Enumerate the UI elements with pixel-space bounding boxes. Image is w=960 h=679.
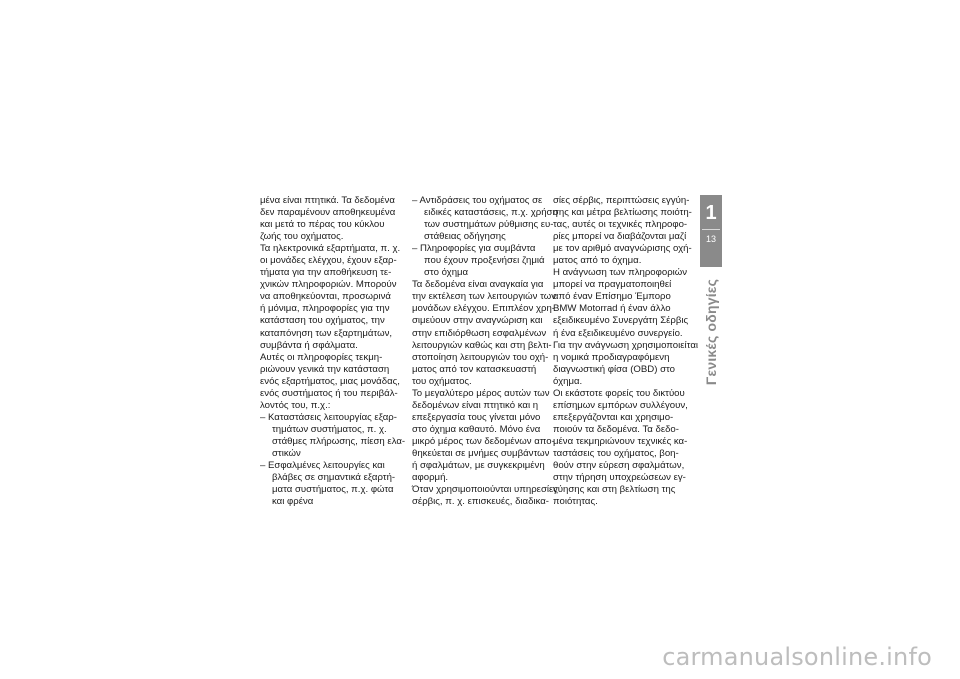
text-line: Οι εκάστοτε φορείς του δικτύου <box>553 387 685 399</box>
text-line: δεδομένων είναι πτητικό και η <box>412 399 539 411</box>
text-line: επίσημων εμπόρων συλλέγουν, <box>553 399 688 411</box>
text-line: αφορμή. <box>412 472 449 484</box>
text-line: ζωής του οχήματος. <box>260 231 344 243</box>
text-line: θηκεύεται σε μνήμες συμβάντων <box>412 447 550 459</box>
text-line: μένα τεκμηριώνουν τεχνικές κα- <box>553 435 688 447</box>
text-column-3 <box>553 195 698 508</box>
text-line: επεξεργάζονται και χρησιμο- <box>553 411 674 423</box>
text-line: συμβάντα ή σφάλματα. <box>260 339 358 351</box>
text-line: ματος από το όχημα. <box>553 255 642 267</box>
text-line: μονάδων ελέγχου. Επιπλέον χρη- <box>412 303 556 315</box>
text-line: δεν παραμένουν αποθηκευμένα <box>260 207 396 219</box>
text-line: Όταν χρησιμοποιούνται υπηρεσίες <box>412 484 558 496</box>
text-line: – Καταστάσεις λειτουργίας εξαρ- <box>260 411 397 423</box>
text-line: ή ένα εξειδικευμένο συνεργείο. <box>553 327 683 339</box>
text-line: χνικών πληροφοριών. Μπορούν <box>260 279 397 291</box>
text-line: ή σφαλμάτων, με συγκεκριμένη <box>412 460 545 472</box>
text-line: – Αντιδράσεις του οχήματος σε <box>412 195 543 206</box>
text-line: στην επιδιόρθωση εσφαλμένων <box>412 327 547 339</box>
text-line: ενός συστήματος ή του περιβάλ- <box>260 387 398 399</box>
text-line: τήματα για την αποθήκευση τε- <box>260 267 392 279</box>
text-line: – Πληροφορίες για συμβάντα <box>412 243 536 255</box>
text-line: την εκτέλεση των λειτουργιών των <box>412 291 557 303</box>
text-line: στην τήρηση υποχρεώσεων εγ- <box>553 472 686 484</box>
text-line: ποιούν τα δεδομένα. Τα δεδο- <box>553 423 679 435</box>
text-line: ταστάσεις του οχήματος, βοη- <box>553 447 679 459</box>
text-line: Η ανάγνωση των πληροφοριών <box>553 267 688 279</box>
text-line: ριώνουν γενικά την κατάσταση <box>260 363 390 375</box>
page-number: 13 <box>705 234 716 244</box>
text-line: στικών <box>272 447 301 459</box>
text-line: ποιότητας. <box>553 496 598 508</box>
text-line: ενός εξαρτήματος, μιας μονάδας, <box>260 375 400 387</box>
chapter-side-title <box>700 272 722 392</box>
text-line: βλάβες σε σημαντικά εξαρτή- <box>272 472 396 484</box>
text-line: των συστημάτων ρύθμισης ευ- <box>424 219 554 231</box>
text-line: Τα ηλεκτρονικά εξαρτήματα, π. χ. <box>260 243 401 255</box>
text-line: Το μεγαλύτερο μέρος αυτών των <box>412 387 550 399</box>
chapter-title-text: Γενικές οδηγίες <box>703 278 719 386</box>
text-line: μικρό μέρος των δεδομένων απο- <box>412 435 555 447</box>
text-line: θούν στην εύρεση σφαλμάτων, <box>553 460 685 472</box>
text-line: στάθειας οδήγησης <box>424 231 506 243</box>
text-line: Αυτές οι πληροφορίες τεκμη- <box>260 351 383 363</box>
text-line: μπορεί να πραγματοποιηθεί <box>553 279 672 291</box>
text-line: σιμεύουν στην αναγνώριση και <box>412 315 543 327</box>
text-line: σης και μέτρα βελτίωσης ποιότη- <box>553 207 692 219</box>
text-line: ματα συστήματος, π.χ. φώτα <box>272 484 394 496</box>
chapter-number: 1 <box>705 202 717 224</box>
text-line: ρίες μπορεί να διαβάζονται μαζί <box>553 231 687 243</box>
text-line: σίες σέρβις, περιπτώσεις εγγύη- <box>553 195 690 206</box>
text-line: Τα δεδομένα είναι αναγκαία για <box>412 279 544 291</box>
text-line: κατάσταση του οχήματος, την <box>260 315 385 327</box>
text-line: όχημα. <box>553 375 583 387</box>
text-line: τας, αυτές οι τεχνικές πληροφο- <box>553 219 688 231</box>
text-line: BMW Motorrad ή έναν άλλο <box>553 303 671 315</box>
text-column-2 <box>412 195 558 508</box>
text-line: Για την ανάγνωση χρησιμοποιείται <box>553 339 698 351</box>
text-line: να αποθηκεύονται, προσωρινά <box>260 291 391 303</box>
text-line: με τον αριθμό αναγνώρισης οχή- <box>553 243 692 255</box>
text-line: σέρβις, π. χ. επισκευές, διαδικα- <box>412 496 549 508</box>
text-line: ματος από τον κατασκευαστή <box>412 363 537 375</box>
text-line: ή μόνιμα, πληροφορίες για την <box>260 303 390 315</box>
text-line: καταπόνηση των εξαρτημάτων, <box>260 327 393 339</box>
text-line: και μετά το πέρας του κύκλου <box>260 219 385 231</box>
text-line: τημάτων συστήματος, π. χ. <box>272 423 387 435</box>
text-line: στο όχημα καθαυτό. Μόνο ένα <box>412 423 541 435</box>
text-line: η νομικά προδιαγραφόμενη <box>553 351 670 363</box>
text-line: και φρένα <box>272 496 314 508</box>
text-line: του οχήματος. <box>412 375 472 387</box>
chapter-tab <box>700 195 722 267</box>
text-column-1 <box>260 195 405 508</box>
text-line: στάθμες πλήρωσης, πίεση ελα- <box>272 435 406 447</box>
text-line: επεξεργασία τους γίνεται μόνο <box>412 411 541 423</box>
text-line: – Εσφαλμένες λειτουργίες και <box>260 460 385 472</box>
text-line: στοποίηση λειτουργιών του οχή- <box>412 351 549 363</box>
text-line: λειτουργιών καθώς και στη βελτι- <box>412 339 552 351</box>
tab-divider <box>702 229 720 230</box>
text-line: γύησης και στη βελτίωση της <box>553 484 676 496</box>
text-line: από έναν Επίσημο Έμπορο <box>553 291 671 303</box>
text-line: εξειδικευμένο Συνεργάτη Σέρβις <box>553 315 689 327</box>
text-line: λοντός του, π.χ.: <box>260 399 331 411</box>
text-line: μένα είναι πτητικά. Τα δεδομένα <box>260 195 395 206</box>
text-line: διαγνωστική φίσα (OBD) στο <box>553 363 675 375</box>
text-line: που έχουν προξενήσει ζημιά <box>424 255 545 267</box>
text-line: οι μονάδες ελέγχου, έχουν εξαρ- <box>260 255 397 267</box>
text-line: στο όχημα <box>424 267 469 279</box>
text-line: ειδικές καταστάσεις, π.χ. χρήση <box>424 207 558 219</box>
watermark: carmanualsonline.info <box>662 643 932 671</box>
